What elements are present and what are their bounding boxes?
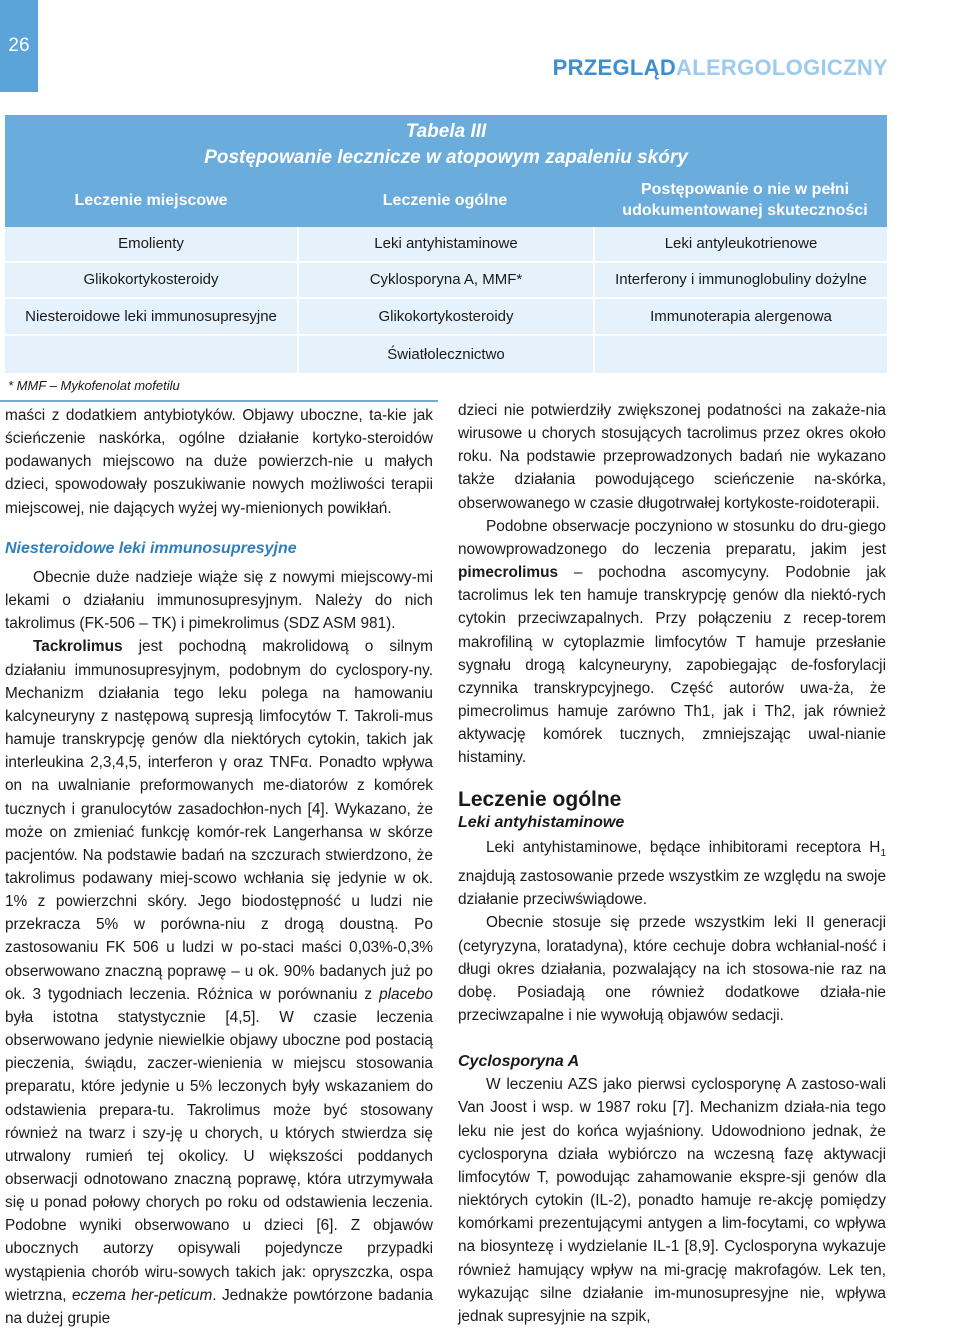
left-divider <box>0 400 438 402</box>
paragraph: Obecnie stosuje się przede wszystkim leki II generacji (cetyryzyna, loratadyna), które cechuje dobra wchłanial-ność i długi okres działania, pozwalający na ich stosowa-nie raz na dobę. Posiadają one również dodatkowe działa-nie przeciwzapalne i nie wywołują objawów sedacji. <box>458 914 886 1024</box>
journal-title <box>553 55 888 81</box>
table-cell <box>5 336 297 372</box>
paragraph: Podobne obserwacje poczyniono w stosunku do dru-giego nowowprowadzonego do leczenia preparatu, jakim jest pimecrolimus – pochodna ascomycyny. Podobnie jak tacrolimus lek ten hamuje transkrypcję genów dla niektó-rych cytokin przeciwzapalnych. Przy połączeniu z recep-torem makrofiliną w cytoplazmie limfocytów T hamuje przesłanie sygnału drogą kalcyneuryny, zapobiegając de-fosforylacji czynnika transkrypcyjnego. Część autorów uwa-ża, że pimecrolimus hamuje zarówno Th1, jak i Th2, jak również aktywację komórek tucznych, zmniejszając uwal-nianie histaminy. <box>458 517 886 767</box>
journal-title-part2: ALERGOLOGICZNY <box>676 55 888 80</box>
page-number: 26 <box>0 0 38 92</box>
paragraph: maści z dodatkiem antybiotyków. Objawy uboczne, ta-kie jak ścieńczenie naskórka, ogólne działanie kortyko-steroidów podawanych miejscowo na duże powierzch-nie u małych dzieci, spowodowały poszukiwanie nowych możliwości terapii miejscowej, nie dających wyżej wy-mienionych powikłań. <box>5 407 433 517</box>
paragraph: Leki antyhistaminowe, będące inhibitorami receptora $H_1$ znajdują zastosowanie przede wszystkim ze względu na swoje działanie przeciwświądowe. <box>458 838 886 909</box>
journal-title-part1: PRZEGLĄD <box>552 55 677 80</box>
table-cell: Emolienty <box>118 234 184 252</box>
term-pimecrolimus: pimecrolimus <box>458 564 559 582</box>
column-header-unproven: Postępowanie o nie w pełni udokumentowanej skuteczności <box>622 181 868 219</box>
subheading-antihistamines: Leki antyhistaminowe <box>458 813 625 831</box>
paragraph: W leczeniu AZS jako pierwsi cyclosporynę A zastoso-wali Van Joost i wsp. w 1987 roku [7]. Mechanizm działa-nia tego leku nie jest do końca wyjaśniony. Udowodniono jednak, że cyclosporyna działa wybiórczo na wczesną fazę aktywacji limfocytów T, powodując zahamowanie ekspre-sji genów dla niektórych cytokin (IL-2), ponadto hamuje re-akcję pomiędzy komórkami prezentującymi antygen a lim-focytami, co wpływa na biosyntezę i wydzielanie IL-1 [8,9]. Cyclosporyna wykazuje również hamujący wpływ na mi-grację makrofagów. Lek ten, wykazując silne działanie im-munosupresyjne nie, wpływa jednak supresyjnie na szpik, <box>458 1076 886 1325</box>
column-header-local: Leczenie miejscowe <box>74 191 228 209</box>
table-cell: Cyklosporyna A, MMF* <box>369 270 523 288</box>
section-heading-systemic: Leczenie ogólne <box>458 787 622 811</box>
treatment-table <box>5 115 887 373</box>
table-cell <box>595 336 887 372</box>
table-title: Postępowanie lecznicze w atopowym zapaleniu skóry <box>204 147 688 168</box>
table-footnote: * MMF – Mykofenolat mofetilu <box>8 378 180 393</box>
column-header-systemic: Leczenie ogólne <box>382 191 508 209</box>
right-column <box>458 399 886 1328</box>
table-cell: Niesteroidowe leki immunosupresyjne <box>25 307 277 325</box>
table-cell: Leki antyhistaminowe <box>374 234 518 252</box>
paragraph: Tackrolimus jest pochodną makrolidową o silnym działaniu immunosupresyjnym, podobnym do cyclospory-ny. Mechanizm działania tego leku polega na hamowaniu kalcyneuryny z następową supresją limfocytów T. Takroli-mus hamuje transkrypcję genów dla niektórych cytokin, takich jak interleukina 2,3,4,5, interferon γ oraz TNFα. Ponadto wpływa on na uwalnianie preformowanych me-diatorów z komórek tucznych i granulocytów zasadochłon-nych [4]. Wykazano, że może on zmieniać funkcję komór-rek Langerhansa w skórze pacjentów. Na podstawie badań na szczurach stwierdzono, że takrolimus podawany miej-scowo wchłania się jedynie w ok. 1% z powierzchni skóry. Jego biodostępność u ludzi nie przekracza 5% w porówna-niu z drogą doustną. Po zastosowaniu FK 506 u ludzi w po-staci maści 0,03%-0,3% obserwowano znaczną poprawę – u ok. 90% badanych już po ok. 3 tygodniach leczenia. Różnica w porównaniu z placebo była istotna statystycznie [4,5]. W czasie leczenia obserwowano jedynie niewielkie objawy uboczne pod postacią pieczenia, świądu, zaczer-wienienia w miejscu stosowania preparatu, które jedynie u 5% leczonych były wskazaniem do odstawienia prepara-tu. Takrolimus może być stosowany również na twarz i szy-ję u chorych, u których stwierdza się utrwalony rumień tej okolicy. U większości poddanych obserwacji odnotowano znaczną poprawę, która utrzymywała się u ponad połowy chorych po roku od odstawienia leczenia. Podobne wyniki obserwowano u dzieci [6]. Z objawów ubocznych autorzy opisywali pojedyncze przypadki wystąpienia chorób wiru-sowych takich jak: opryszczka, ospa wietrzna, eczema her-peticum. Jednakże powtórzone badania na dużej grupie <box>5 638 433 1327</box>
table-cell: Glikokortykosteroidy <box>83 270 219 288</box>
subheading-cyclosporine: Cyclosporyna A <box>458 1053 580 1071</box>
table-cell: Immunoterapia alergenowa <box>650 307 832 325</box>
paragraph: Obecnie duże nadzieje wiąże się z nowymi miejscowy-mi lekami o działaniu immunosupresyjnym. Należy do nich takrolimus (FK-506 – TK) i pimekrolimus (SDZ ASM 981). <box>5 568 433 633</box>
term-tacrolimus: Tackrolimus <box>33 638 123 656</box>
table-header <box>5 115 887 227</box>
paragraph: dzieci nie potwierdziły zwiększonej podatności na zakaże-nia wirusowe u chorych stosujących tacrolimus przez okres około roku. Na podstawie przeprowadzonych badań nie wykazano także działania powodującego scieńczenie na-skórka, obserwowanego w czasie długotrwałej kortykoste-roidoterapii. <box>458 402 886 512</box>
table-cell: Leki antyleukotrienowe <box>664 234 818 252</box>
table-cell: Światłolecznictwo <box>387 345 505 363</box>
table-number: Tabela III <box>405 121 487 142</box>
section-heading-nonsteroidal: Niesteroidowe leki immunosupresyjne <box>5 539 297 557</box>
table-cell: Interferony i immunoglobuliny dożylne <box>615 270 867 288</box>
left-column <box>5 404 433 1330</box>
table-cell: Glikokortykosteroidy <box>378 307 514 325</box>
